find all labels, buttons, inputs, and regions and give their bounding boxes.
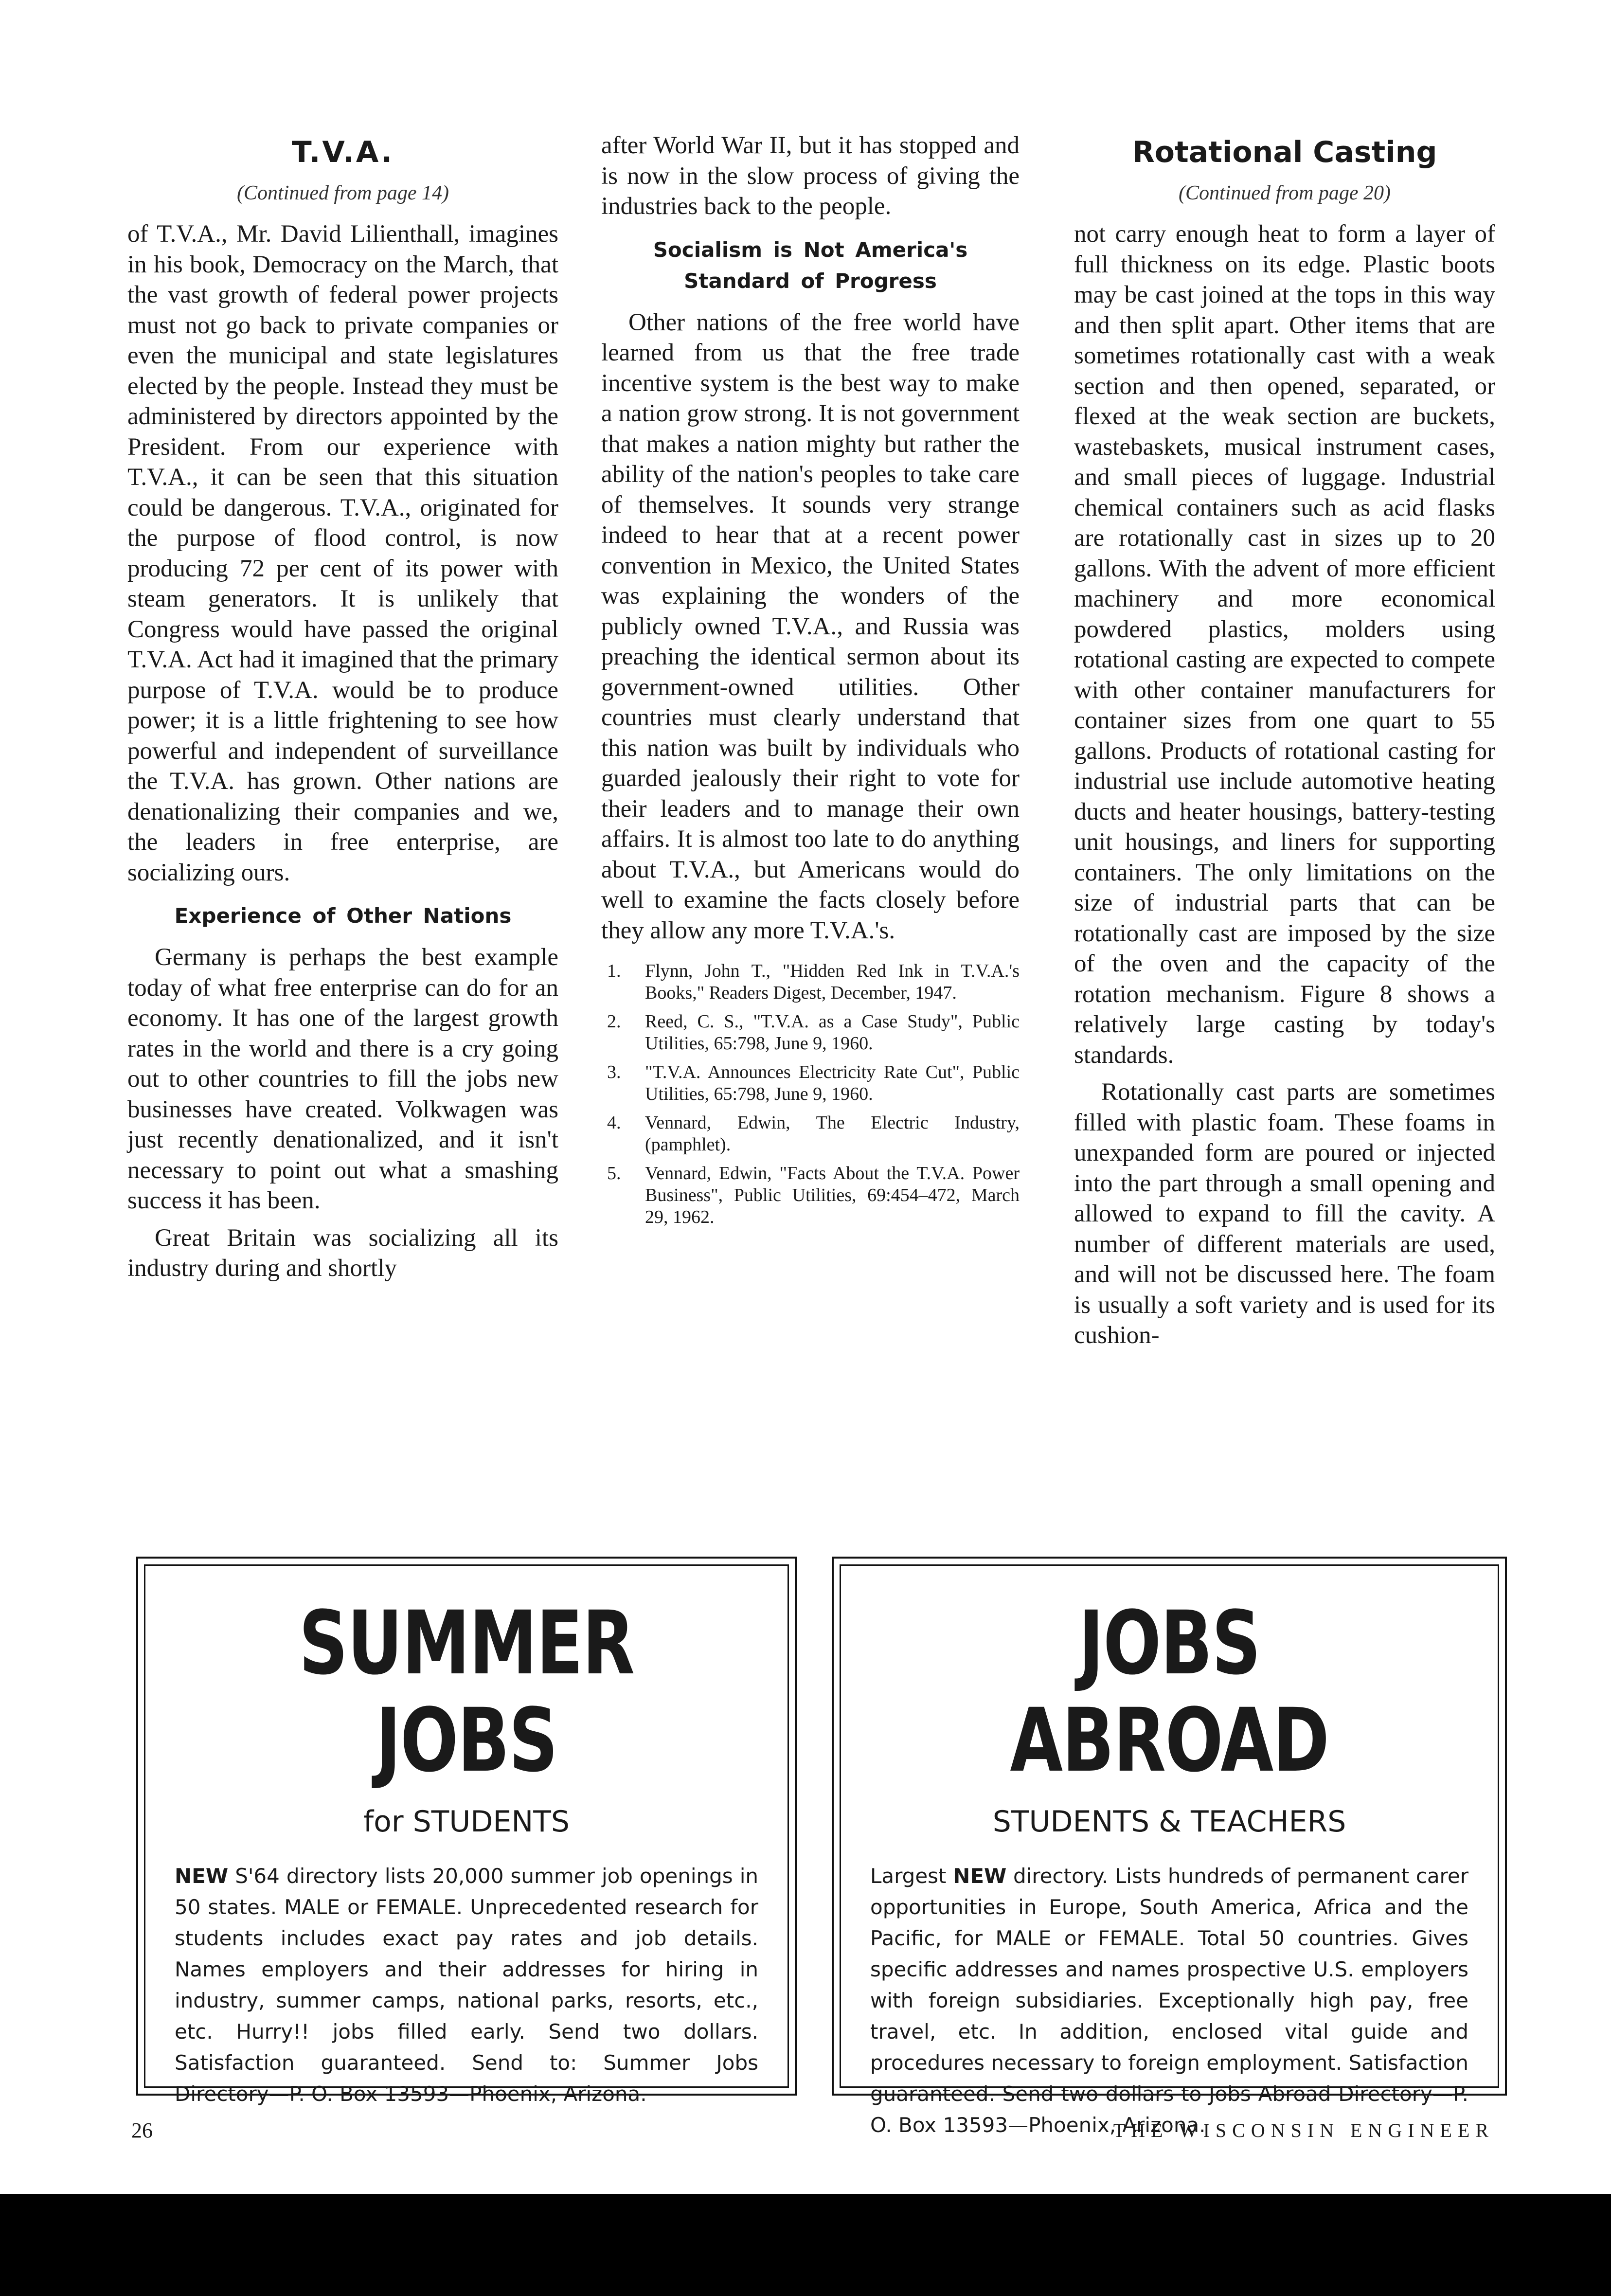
jobs-abroad-subheadline: STUDENTS & TEACHERS [992, 1805, 1346, 1839]
jobs-abroad-headline: JOBS ABROAD [1010, 1593, 1329, 1792]
summer-jobs-new-label: NEW [175, 1864, 229, 1888]
reference-item [601, 1011, 1020, 1055]
reference-text: Reed, C. S., "T.V.A. as a Case Study", Public Utilities, 65:798, June 9, 1960. [645, 1011, 1020, 1054]
reference-text: Vennard, Edwin, The Electric Industry, (pamphlet). [645, 1112, 1020, 1155]
tva-column [127, 130, 558, 1284]
reference-number: 4. [607, 1112, 621, 1133]
scan-bottom-bar [0, 2194, 1611, 2296]
socialism-subhead-line-2: Standard of Progress [684, 269, 937, 293]
middle-paragraph-1: after World War II, but it has stopped and is now in the slow process of giving the industries back to the people. [601, 132, 1020, 220]
rotational-paragraph-2: Rotationally cast parts are sometimes filled with plastic foam. These foams in unexpanded form are poured or injected into the part through a small opening and allowed to expand to fill the cavity. A number of different materials are used, and will not be discussed here. The foam is usually a soft variety and is used for its cushion- [1074, 1078, 1495, 1349]
reference-number: 5. [607, 1163, 621, 1184]
tva-paragraph-1: of T.V.A., Mr. David Lilienthall, imagines in his book, Democracy on the March, that the vast growth of federal power projects must not go back to private companies or even the municipal and state legislatures elected by the people. Instead they must be administered by directors appointed by the President. From our experience with T.V.A., it can be seen that this situation could be dangerous. T.V.A., originated for the purpose of flood control, is now producing 72 per cent of its power with steam generators. It is unlikely that Congress would have passed the original T.V.A. Act had it imagined that the primary purpose of T.V.A. would be to produce power; it is a little frightening to see how powerful and independent of surveillance the T.V.A. has grown. Other nations are denationalizing their companies and we, the leaders in free enterprise, are socializing ours. [127, 220, 558, 886]
jobs-abroad-new-label: NEW [953, 1864, 1007, 1888]
tva-paragraph-3: Great Britain was socializing all its industry during and shortly [127, 1224, 558, 1282]
rotational-casting-column [1074, 130, 1495, 1351]
jobs-abroad-body [841, 1861, 1498, 2141]
socialism-subhead [601, 234, 1020, 297]
middle-paragraph-2: Other nations of the free world have learned from us that the free trade incentive system is the best way to make a nation grow strong. It is not government that makes a nation mighty but rather the ability of the nation's peoples to take care of themselves. It sounds very strange indeed to hear that at a recent power convention in Mexico, the United States was explaining the wonders of the publicly owned T.V.A., and Russia was preaching the identical sermon about its government-owned utilities. Other countries must clearly understand that this nation was built by individuals who guarded jealously their right to vote for their leaders and to manage their own affairs. It is almost too late to do anything about T.V.A., but Americans would do well to examine the facts closely before they allow any more T.V.A.'s. [601, 308, 1020, 944]
jobs-abroad-body-start: Largest [870, 1864, 947, 1888]
jobs-abroad-body-text: directory. Lists hundreds of permanent carer opportunities in Europe, South America, Africa and the Pacific, for MALE or FEMALE. Total 50 countries. Gives specific addresses and names prospective U.S. employers with foreign subsidiaries. Exceptionally high pay, free travel, etc. In addition, enclosed vital guide and procedures necessary to foreign employment. Satisfaction guaranteed. Send two dollars to Jobs Abroad Directory—P. O. Box 13593—Phoenix, Arizona. [870, 1864, 1469, 2137]
reference-number: 3. [607, 1062, 621, 1082]
tva-continued-note: (Continued from page 14) [237, 182, 449, 204]
reference-number: 1. [607, 961, 621, 981]
rotational-paragraph-1: not carry enough heat to form a layer of full thickness on its edge. Plastic boots may be cast joined at the tops in this way and then split apart. Other items that are sometimes rotationally cast with a weak section and then opened, separated, or flexed at the weak section are buckets, wastebaskets, musical instrument cases, and small pieces of luggage. Industrial chemical containers such as acid flasks are rotationally cast in sizes up to 20 gallons. With the advent of more efficient machinery and more economical powdered plastics, molders using rotational casting are expected to compete with other container manufacturers for container sizes from one quart to 55 gallons. Products of rotational casting for industrial use include automotive heating ducts and heater housings, battery-testing unit housings, and liners for supporting containers. The only limitations on the size of industrial parts that can be rotationally cast are imposed by the size of the oven and the capacity of the rotation mechanism. Figure 8 shows a relatively large casting by today's standards. [1074, 220, 1495, 1069]
summer-jobs-ad-inner-border [144, 1564, 789, 2106]
magazine-name: THE WISCONSIN ENGINEER [1113, 2119, 1494, 2141]
summer-jobs-subheadline: for STUDENTS [363, 1805, 570, 1839]
reference-text: Vennard, Edwin, "Facts About the T.V.A. Power Business", Public Utilities, 69:454–472, March 29, 1962. [645, 1163, 1020, 1227]
reference-item [601, 1061, 1020, 1105]
summer-jobs-body [145, 1861, 788, 2110]
middle-column [601, 130, 1020, 1235]
summer-jobs-body-text: S'64 directory lists 20,000 summer job openings in 50 states. MALE or FEMALE. Unprecedented research for students includes exact pay rates and job details. Names employers and their addresses for hiring in industry, summer camps, national parks, resorts, etc., etc. Hurry!! jobs filled early. Send two dollars. Satisfaction guaranteed. Send to: Summer Jobs Directory—P. O. Box 13593—Phoenix, Arizona. [175, 1864, 758, 2106]
reference-number: 2. [607, 1011, 621, 1032]
rotational-continued-note: (Continued from page 20) [1179, 182, 1391, 204]
tva-title: T.V.A. [291, 135, 394, 169]
reference-item [601, 1112, 1020, 1156]
reference-item [601, 960, 1020, 1004]
reference-list [601, 960, 1020, 1228]
page-number: 26 [131, 2118, 153, 2142]
experience-subhead: Experience of Other Nations [174, 904, 512, 928]
summer-jobs-headline: SUMMER JOBS [299, 1593, 634, 1792]
summer-jobs-ad [136, 1557, 797, 2106]
reference-text: "T.V.A. Announces Electricity Rate Cut", Public Utilities, 65:798, June 9, 1960. [645, 1062, 1020, 1104]
tva-paragraph-2: Germany is perhaps the best example today of what free enterprise can do for an economy. It has one of the largest growth rates in the world and there is a cry going out to other countries to fill the jobs new businesses have created. Volkwagen was just recently denationalized, and it isn't necessary to point out what a smashing success it has been. [127, 944, 558, 1214]
socialism-subhead-line-1: Socialism is Not America's [653, 237, 968, 262]
rotational-casting-title: Rotational Casting [1132, 135, 1437, 169]
reference-item [601, 1163, 1020, 1228]
reference-text: Flynn, John T., "Hidden Red Ink in T.V.A.'s Books," Readers Digest, December, 1947. [645, 961, 1020, 1003]
